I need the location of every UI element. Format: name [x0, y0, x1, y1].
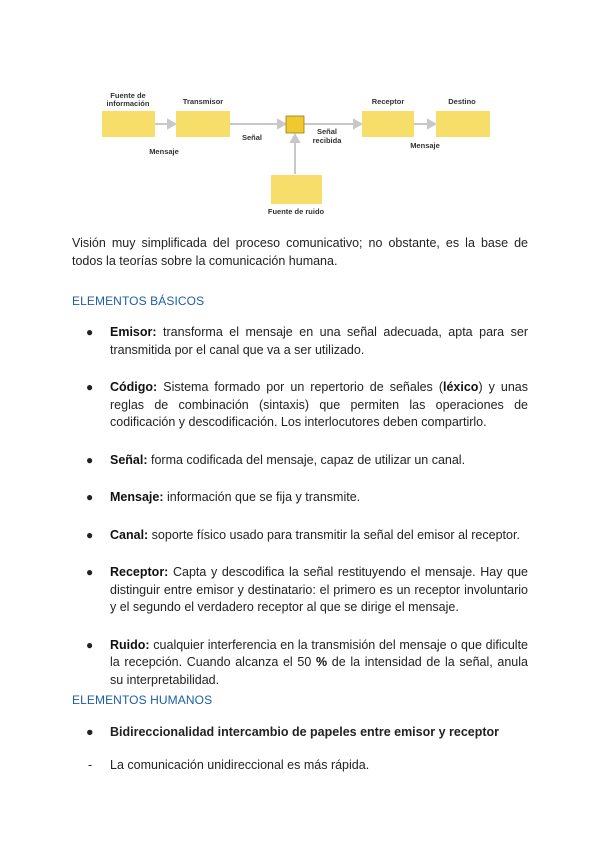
term-label: Ruido:: [110, 637, 150, 652]
term-label: Canal:: [110, 527, 149, 542]
box-information-source: [102, 111, 155, 137]
term-label: Código:: [110, 380, 158, 394]
label-received-signal-2: recibida: [312, 136, 342, 145]
label-source-2: información: [106, 99, 150, 108]
inline-bold: %: [315, 655, 328, 669]
list-item: [72, 324, 528, 359]
term-description-cont: ) y unas reglas de combinación (sintaxis) que permiten las operaciones de codificación y descodificación. Los interlocutores deben compartirlo.: [110, 380, 528, 429]
bullet-dot: ●: [86, 325, 94, 339]
label-message-right: Mensaje: [410, 141, 440, 150]
box-channel: [286, 116, 304, 133]
bullet-dot: ●: [86, 527, 94, 542]
human-elements-list: [72, 724, 528, 742]
term-description: Capta y descodifica la señal restituyendo el mensaje. Hay que distinguir entre emisor y destinatario: el primero es un receptor involuntario y el segundo el verdadero receptor al que se dirige el mensaje.: [110, 565, 528, 614]
bullet-dot: ●: [86, 380, 94, 394]
box-noise-source: [271, 175, 322, 204]
term-label: Señal:: [110, 452, 148, 467]
box-destination: [436, 111, 490, 137]
label-transmitter: Transmisor: [182, 97, 224, 106]
arrow-head: [168, 120, 175, 128]
list-item: [72, 452, 528, 470]
term-label: Emisor:: [110, 325, 157, 339]
label-message-left: Mensaje: [149, 147, 179, 156]
bullet-dot: ●: [86, 565, 94, 579]
label-destination: Destino: [448, 97, 476, 106]
arrow-head: [354, 120, 361, 128]
arrow-head: [278, 120, 285, 128]
label-receiver: Receptor: [371, 97, 405, 106]
dash-item-text: La comunicación unidireccional es más rápida.: [110, 758, 370, 772]
bullet-dot: ●: [86, 452, 94, 467]
list-item: [72, 489, 528, 507]
list-item: [72, 637, 528, 690]
inline-bold: léxico: [443, 380, 479, 394]
diagram-caption: Visión muy simplificada del proceso comunicativo; no obstante, es la base de todos la teorías sobre la comunicación humana.: [72, 236, 528, 268]
box-transmitter: [176, 111, 230, 137]
list-item: [72, 564, 528, 617]
dash-marker: -: [88, 758, 93, 772]
list-item: [72, 527, 528, 545]
term-label: Receptor:: [110, 565, 169, 579]
label-received-signal-1: Señal: [316, 127, 338, 136]
arrow-head: [428, 120, 435, 128]
arrow-head: [291, 135, 299, 142]
list-item: [72, 379, 528, 432]
term-description: soporte físico usado para transmitir la señal del emisor al receptor.: [148, 527, 520, 542]
label-noise-source: Fuente de ruido: [267, 207, 325, 216]
bullet-dot: ●: [86, 725, 94, 739]
human-bullet-text: Bidireccionalidad intercambio de papeles entre emisor y receptor: [110, 725, 500, 739]
term-description: Sistema formado por un repertorio de señales (: [157, 380, 443, 394]
term-description-cont: de la intensidad de la señal, anula su interpretabilidad.: [110, 655, 528, 687]
label-source-1: Fuente de: [110, 91, 146, 100]
term-label: Mensaje:: [110, 490, 164, 504]
box-receiver: [362, 111, 414, 137]
term-description: información que se fija y transmite.: [163, 490, 361, 504]
label-signal: Señal: [241, 133, 263, 142]
list-item: [72, 724, 528, 742]
section-title-basicos: ELEMENTOS BÁSICOS: [72, 294, 205, 308]
bullet-dot: ●: [86, 490, 94, 504]
term-description: forma codificada del mensaje, capaz de utilizar un canal.: [147, 452, 466, 467]
basic-elements-list: [72, 324, 528, 689]
communication-diagram: [0, 0, 600, 225]
term-description: cualquier interferencia en la transmisión del mensaje o que dificulte la recepción. Cuando alcanza el 50: [110, 637, 528, 669]
bullet-dot: ●: [86, 637, 94, 652]
section-title-humanos: ELEMENTOS HUMANOS: [72, 693, 213, 707]
term-description: transforma el mensaje en una señal adecuada, apta para ser transmitida por el canal que va a ser utilizado.: [110, 325, 528, 357]
